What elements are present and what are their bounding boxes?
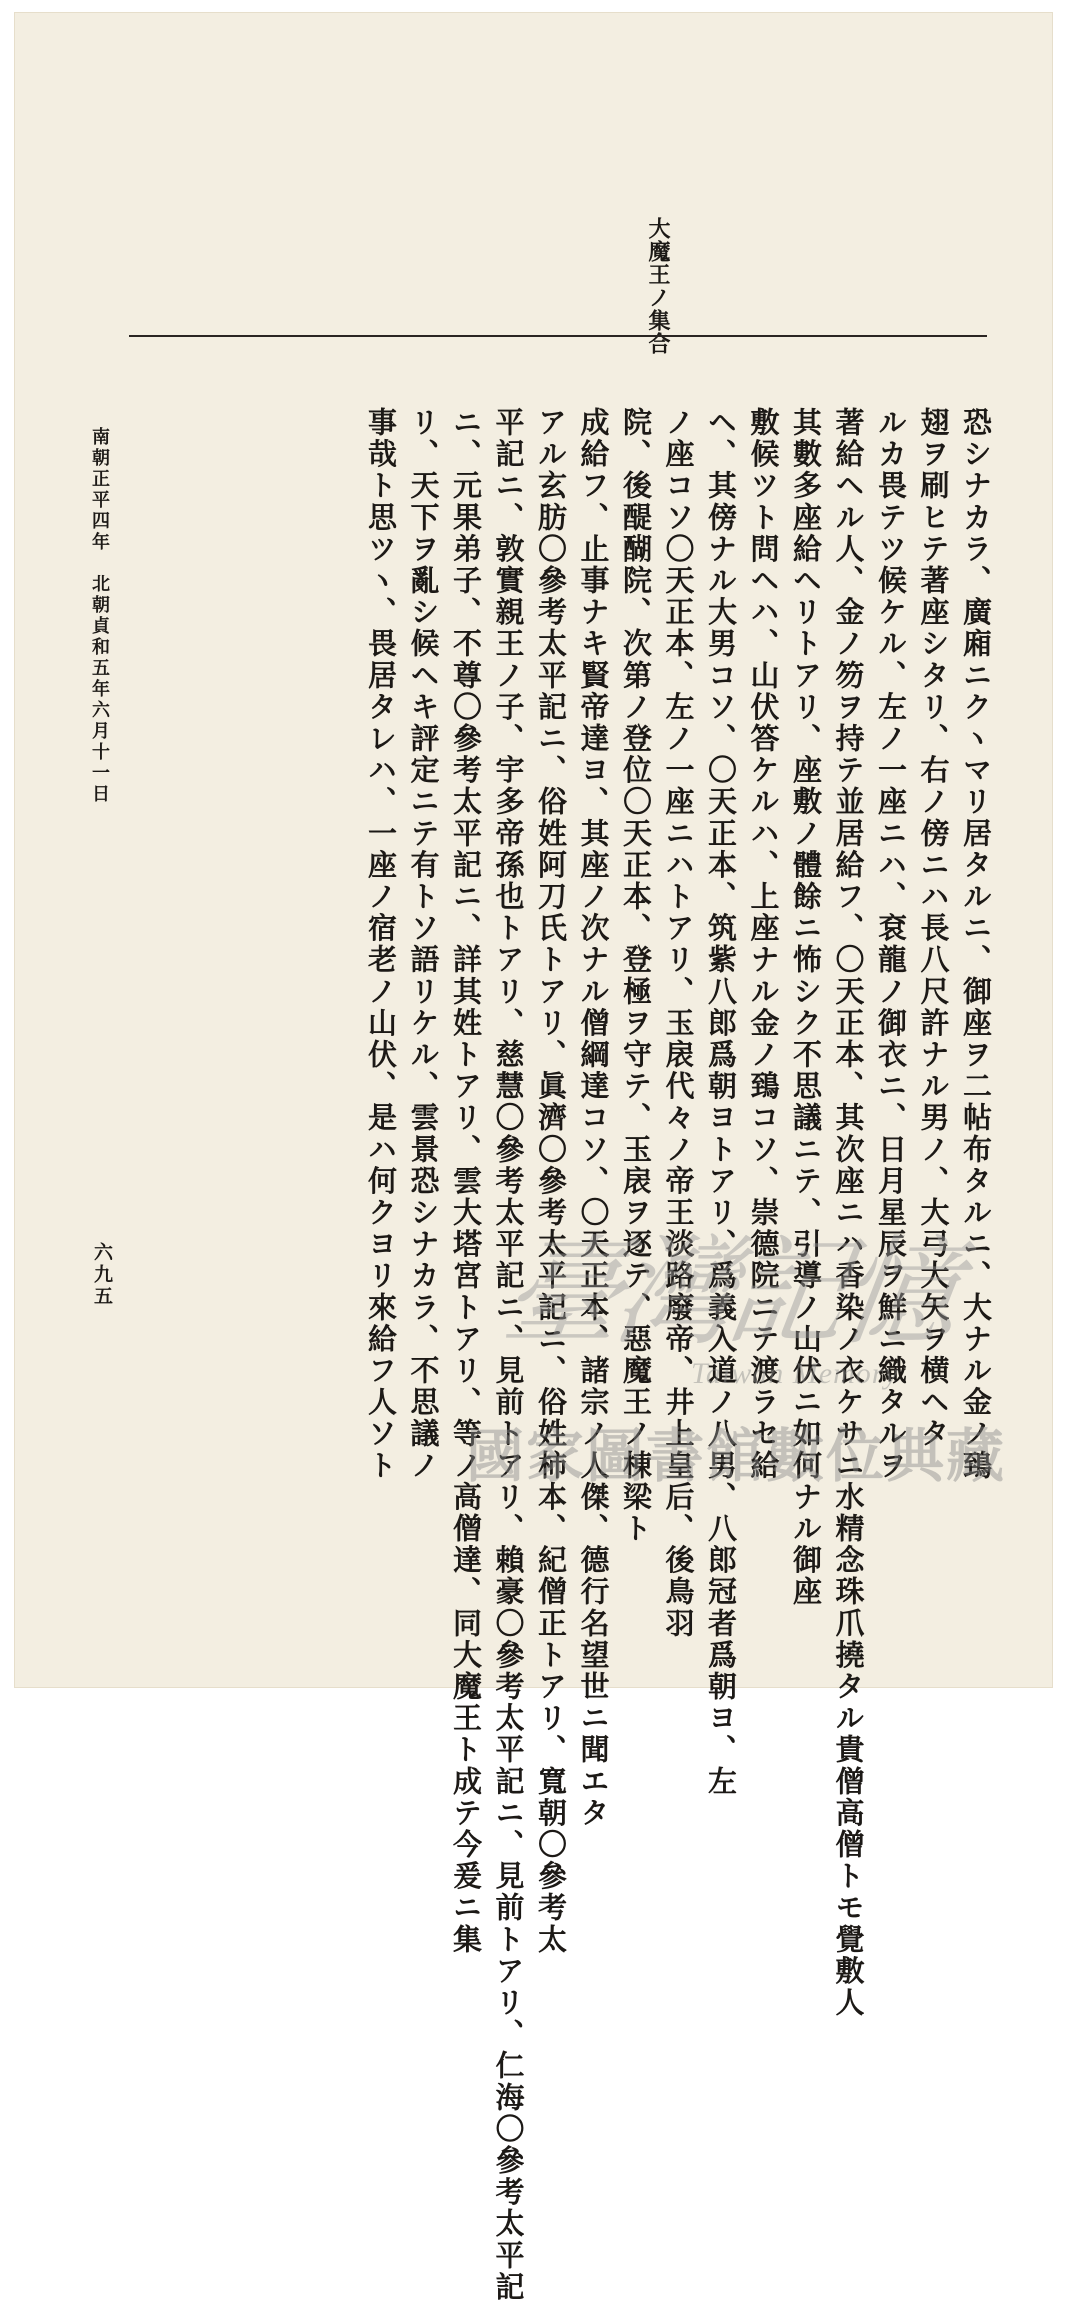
date-footer: 南朝正平四年 北朝貞和五年六月十一日 [89,427,110,805]
watermark-name: 國家圖書館數位典藏 [466,1422,1007,1490]
text-column: 著給ヘル人、金ノ笏ヲ持テ並居給フ、〇天正本、其次座ニハ香染ノ衣ケサニ水精念珠爪撓タル貴僧高僧トモ覺敷人 [831,407,866,2019]
body-text [142,407,997,2303]
running-head: 大魔王ノ集合 [645,217,671,355]
text-column: 恐シナカラ、廣廂ニクヽマリ居タルニ、御座ヲ二帖布タルニ、大ナル金ノ鵄 [959,407,993,1482]
text-column: ノ座コソ〇天正本、左ノ一座ニハトアリ、玉扆代々ノ帝王淡路廢帝、井上皇后、後鳥羽 [661,407,696,1640]
header-rule [129,335,987,337]
text-column: アル玄肪〇參考太平記ニ、俗姓阿刀氏トアリ、眞濟〇參考太平記ニ、俗姓柿本、紀僧正トアリ、寬朝〇參考太 [534,407,568,1956]
text-column: リ、天下ヲ亂シ候ヘキ評定ニテ有トソ語リケル、雲景恐シナカラ、不思議ノ [406,407,441,1482]
watermark-script: 臺灣記憶 [494,1223,963,1361]
page-number: 六九五 [91,1242,113,1308]
text-column: 翅ヲ刷ヒテ著座シタリ、右ノ傍ニハ長八尺許ナル男ノ、大弓大矢ヲ横ヘタ [916,407,951,1450]
text-column: 院、後醍醐院、次第ノ登位〇天正本、登極ヲ守テ、玉扆ヲ逐テ、惡魔王ノ棟梁ト [619,407,653,1545]
text-column: 成給フ、止事ナキ賢帝達ヨ、其座ノ次ナル僧綱達コソ、〇天正本、諸宗ノ人傑、德行名望世ニ聞エタ [576,407,611,1829]
text-column: ニ、元果弟子、不尊〇參考太平記ニ、詳其姓トアリ、雲大塔宮トアリ、等ノ高僧達、同大魔王ト成テ今爰ニ集 [449,407,483,1956]
text-column: 事哉ト思ツヽ、畏居タレハ、一座ノ宿老ノ山伏、是ハ何クヨリ來給フ人ソト [364,407,398,1482]
text-column: ルカ畏テツ候ケル、左ノ一座ニハ、袞龍ノ御衣ニ、日月星辰ヲ鮮ニ織タルヲ [874,407,908,1482]
text-column: ヘ、其傍ナル大男コソ、〇天正本、筑紫八郎爲朝ヨトアリ、爲義入道ノ八男、八郎冠者爲朝ヨ、左 [704,407,738,1798]
text-column: 平記ニ、敦實親王ノ子、宇多帝孫也トアリ、慈慧〇參考太平記ニ、見前トアリ、賴豪〇參考太平記ニ、見前トアリ、仁海〇參考太平記 [491,407,526,2303]
document-page [14,12,1053,2303]
text-column: 敷候ツト問ヘハ、山伏答ケルハ、上座ナル金ノ鵄コソ、崇德院ニテ渡ラセ給 [746,407,781,1482]
text-column: 其數多座給ヘリトアリ、座敷ノ體餘ニ怖シク不思議ニテ、引導ノ山伏ニ如何ナル御座 [789,407,823,1608]
watermark-latin: Taiwan Memory [691,1357,899,1390]
